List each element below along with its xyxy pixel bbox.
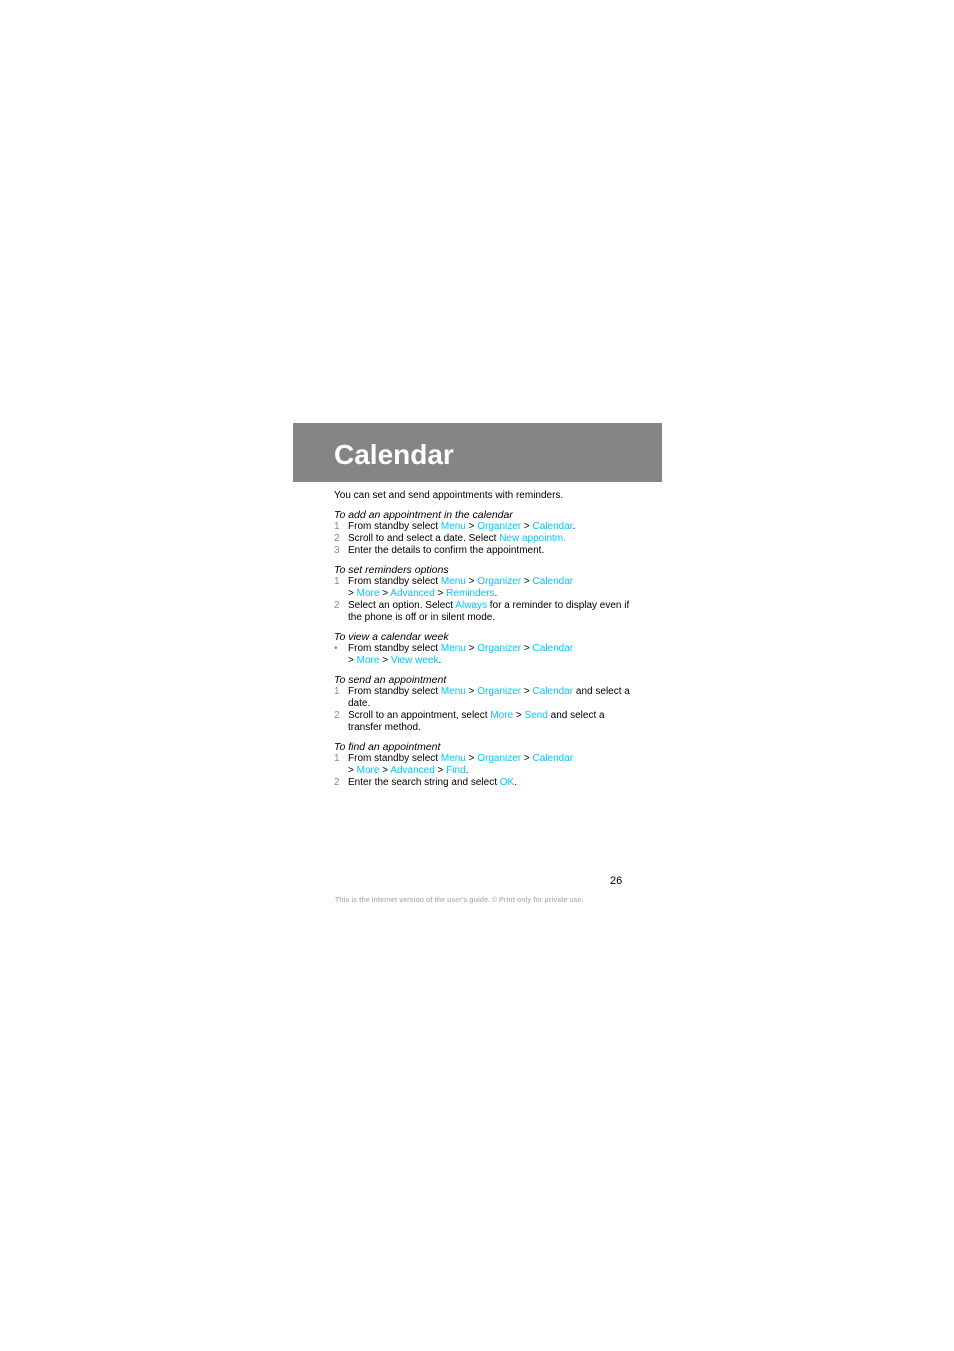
menu-keyword: Calendar: [532, 686, 574, 697]
menu-keyword: Find: [446, 765, 466, 776]
step-text-segment: Enter the search string and select: [348, 777, 500, 788]
menu-keyword: Calendar: [532, 576, 574, 587]
menu-keyword: Menu: [440, 643, 466, 654]
step-text-segment: >: [379, 765, 391, 776]
section-heading: To send an appointment: [334, 674, 447, 686]
menu-keyword: More: [490, 710, 514, 721]
step-text-segment: .: [465, 765, 469, 776]
step-item: [334, 686, 634, 710]
page-number: 26: [610, 875, 623, 887]
section-heading: To set reminders options: [334, 564, 449, 576]
step-number: 3: [334, 545, 340, 556]
step-text-segment: Scroll to an appointment, select: [348, 710, 491, 721]
step-text-segment: >: [434, 765, 447, 776]
step-text-segment: >: [348, 588, 357, 599]
menu-keyword: Organizer: [477, 643, 522, 654]
step-text-segment: >: [465, 686, 478, 697]
step-text-segment: >: [521, 643, 533, 654]
step-text-segment: and select a transfer method.: [348, 710, 605, 733]
step-item: [334, 533, 634, 545]
step-item: [334, 545, 634, 557]
step-text: [348, 777, 634, 789]
menu-keyword: Reminders: [446, 588, 495, 599]
step-item: [334, 600, 634, 624]
step-text-segment: >: [348, 655, 357, 666]
menu-keyword: Organizer: [477, 521, 522, 532]
step-text-segment: >: [521, 521, 533, 532]
step-number: 2: [334, 533, 340, 544]
menu-keyword: Advanced: [390, 765, 435, 776]
menu-keyword: Menu: [440, 753, 466, 764]
step-number: 1: [334, 753, 340, 764]
step-text-segment: >: [521, 753, 533, 764]
step-item: [334, 710, 634, 734]
menu-keyword: Calendar: [532, 643, 574, 654]
step-text-segment: .: [572, 521, 576, 532]
menu-keyword: Calendar: [532, 521, 573, 532]
section-heading: To add an appointment in the calendar: [334, 509, 513, 521]
step-text-segment: From standby select: [348, 753, 441, 764]
step-text: [348, 686, 634, 710]
step-item: [334, 753, 634, 777]
step-text-segment: >: [434, 588, 447, 599]
step-text-segment: >: [348, 765, 357, 776]
step-text: [348, 643, 634, 667]
step-text-segment: From standby select: [348, 686, 441, 697]
step-text-segment: >: [465, 643, 478, 654]
page-title: Calendar: [334, 439, 454, 470]
step-item: [334, 643, 634, 667]
step-text-segment: From standby select: [348, 576, 441, 587]
step-text-segment: Scroll to and select a date. Select: [348, 533, 500, 544]
instruction-sections: [334, 509, 634, 789]
step-text: [348, 753, 634, 777]
step-text-segment: >: [379, 655, 391, 666]
step-text: [348, 576, 634, 600]
step-number: 1: [334, 686, 340, 697]
menu-keyword: View week: [390, 655, 439, 666]
menu-keyword: Menu: [440, 521, 466, 532]
title-banner: [293, 423, 662, 482]
step-text: [348, 533, 634, 545]
menu-keyword: Menu: [440, 686, 466, 697]
page-content: [334, 490, 634, 796]
menu-keyword: New appointm.: [499, 533, 566, 544]
step-text: [348, 600, 634, 624]
menu-keyword: More: [356, 655, 380, 666]
menu-keyword: Calendar: [532, 753, 574, 764]
step-text-segment: From standby select: [348, 521, 441, 532]
section-heading: To view a calendar week: [334, 631, 449, 643]
step-text-segment: >: [521, 576, 533, 587]
step-item: [334, 521, 634, 533]
section-heading: To find an appointment: [334, 741, 441, 753]
bullet-marker: •: [334, 643, 338, 654]
step-number: 1: [334, 576, 340, 587]
intro-text: You can set and send appointments with reminders.: [334, 490, 564, 501]
step-text-segment: Enter the details to confirm the appointment.: [348, 545, 545, 556]
step-text-segment: .: [514, 777, 517, 788]
menu-keyword: More: [356, 765, 380, 776]
step-text-segment: and select a date.: [348, 686, 630, 709]
step-text: [348, 710, 634, 734]
section: [334, 741, 634, 789]
menu-keyword: Send: [524, 710, 548, 721]
menu-keyword: Always: [455, 600, 487, 611]
step-text-segment: .: [438, 655, 442, 666]
step-number: 1: [334, 521, 340, 532]
menu-keyword: Organizer: [477, 576, 522, 587]
section: [334, 631, 634, 667]
step-item: [334, 777, 634, 789]
menu-keyword: More: [356, 588, 380, 599]
menu-keyword: Organizer: [477, 753, 522, 764]
step-text-segment: >: [465, 521, 478, 532]
step-text-segment: >: [465, 576, 478, 587]
step-text-segment: for a reminder to display even if the phone is off or in silent mode.: [348, 600, 630, 623]
step-text-segment: >: [513, 710, 525, 721]
step-text-segment: Select an option. Select: [348, 600, 456, 611]
step-text: [348, 521, 634, 533]
section: [334, 509, 634, 557]
menu-keyword: Organizer: [477, 686, 522, 697]
step-text-segment: From standby select: [348, 643, 441, 654]
section: [334, 564, 634, 624]
step-item: [334, 576, 634, 600]
menu-keyword: Advanced: [390, 588, 435, 599]
step-number: 2: [334, 600, 340, 611]
footer-note: This is the Internet version of the user's guide. © Print only for private use.: [335, 897, 584, 904]
step-text: [348, 545, 634, 557]
step-text-segment: .: [494, 588, 498, 599]
section: [334, 674, 634, 734]
step-number: 2: [334, 710, 340, 721]
step-text-segment: >: [465, 753, 478, 764]
step-text-segment: >: [379, 588, 391, 599]
menu-keyword: Menu: [440, 576, 466, 587]
step-number: 2: [334, 777, 340, 788]
menu-keyword: OK: [499, 777, 515, 788]
step-text-segment: >: [521, 686, 533, 697]
